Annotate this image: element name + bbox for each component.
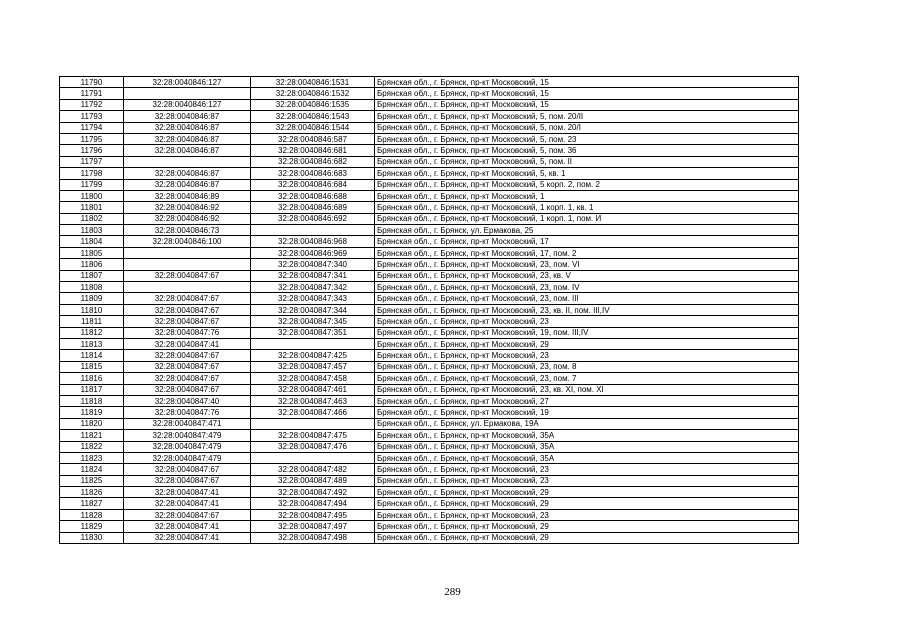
row-number-cell: 11813 xyxy=(60,338,124,349)
row-number-cell: 11819 xyxy=(60,407,124,418)
address-cell: Брянская обл., г. Брянск, пр-кт Московский, 5 корп. 2, пом. 2 xyxy=(375,179,799,190)
parent-cadastral-number-cell: 32:28:0040846:87 xyxy=(124,122,251,133)
table-row xyxy=(60,384,799,395)
parent-cadastral-number-cell: 32:28:0040847:67 xyxy=(124,293,251,304)
address-cell: Брянская обл., г. Брянск, пр-кт Московский, 23, пом. VI xyxy=(375,259,799,270)
table-row xyxy=(60,145,799,156)
row-number-cell: 11821 xyxy=(60,430,124,441)
registry-table-body xyxy=(60,77,799,544)
address-cell: Брянская обл., г. Брянск, пр-кт Московский, 15 xyxy=(375,77,799,88)
address-cell: Брянская обл., г. Брянск, пр-кт Московский, 5, пом. 23 xyxy=(375,133,799,144)
cadastral-number-cell: 32:28:0040847:476 xyxy=(251,441,375,452)
row-number-cell: 11801 xyxy=(60,202,124,213)
table-row xyxy=(60,225,799,236)
row-number-cell: 11824 xyxy=(60,464,124,475)
table-row xyxy=(60,327,799,338)
row-number-cell: 11796 xyxy=(60,145,124,156)
row-number-cell: 11799 xyxy=(60,179,124,190)
address-cell: Брянская обл., г. Брянск, пр-кт Московский, 29 xyxy=(375,521,799,532)
parent-cadastral-number-cell: 32:28:0040847:76 xyxy=(124,327,251,338)
table-row xyxy=(60,179,799,190)
row-number-cell: 11806 xyxy=(60,259,124,270)
cadastral-number-cell: 32:28:0040847:494 xyxy=(251,498,375,509)
parent-cadastral-number-cell: 32:28:0040847:41 xyxy=(124,532,251,543)
address-cell: Брянская обл., г. Брянск, пр-кт Московский, 35А xyxy=(375,430,799,441)
table-row xyxy=(60,338,799,349)
parent-cadastral-number-cell: 32:28:0040846:89 xyxy=(124,190,251,201)
row-number-cell: 11815 xyxy=(60,361,124,372)
cadastral-registry-table xyxy=(59,76,799,544)
address-cell: Брянская обл., г. Брянск, пр-кт Московский, 23, кв. V xyxy=(375,270,799,281)
parent-cadastral-number-cell: 32:28:0040846:87 xyxy=(124,145,251,156)
table-row xyxy=(60,532,799,543)
row-number-cell: 11808 xyxy=(60,282,124,293)
table-row xyxy=(60,282,799,293)
parent-cadastral-number-cell: 32:28:0040847:67 xyxy=(124,509,251,520)
parent-cadastral-number-cell: 32:28:0040846:92 xyxy=(124,213,251,224)
row-number-cell: 11825 xyxy=(60,475,124,486)
table-row xyxy=(60,236,799,247)
row-number-cell: 11807 xyxy=(60,270,124,281)
address-cell: Брянская обл., г. Брянск, пр-кт Московский, 5, пом. II xyxy=(375,156,799,167)
parent-cadastral-number-cell: 32:28:0040847:76 xyxy=(124,407,251,418)
parent-cadastral-number-cell: 32:28:0040847:67 xyxy=(124,304,251,315)
cadastral-number-cell xyxy=(251,418,375,429)
table-row xyxy=(60,509,799,520)
address-cell: Брянская обл., г. Брянск, пр-кт Московский, 1 корп. 1, кв. 1 xyxy=(375,202,799,213)
row-number-cell: 11792 xyxy=(60,99,124,110)
address-cell: Брянская обл., г. Брянск, пр-кт Московский, 19, пом. III,IV xyxy=(375,327,799,338)
cadastral-number-cell: 32:28:0040847:458 xyxy=(251,373,375,384)
cadastral-number-cell: 32:28:0040847:425 xyxy=(251,350,375,361)
parent-cadastral-number-cell: 32:28:0040846:87 xyxy=(124,179,251,190)
cadastral-number-cell: 32:28:0040847:495 xyxy=(251,509,375,520)
table-row xyxy=(60,475,799,486)
table-row xyxy=(60,487,799,498)
table-row xyxy=(60,418,799,429)
table-row xyxy=(60,441,799,452)
table-row xyxy=(60,156,799,167)
table-row xyxy=(60,316,799,327)
address-cell: Брянская обл., г. Брянск, пр-кт Московский, 23 xyxy=(375,475,799,486)
parent-cadastral-number-cell xyxy=(124,259,251,270)
address-cell: Брянская обл., г. Брянск, пр-кт Московский, 5, кв. 1 xyxy=(375,168,799,179)
cadastral-number-cell: 32:28:0040847:341 xyxy=(251,270,375,281)
cadastral-number-cell: 32:28:0040846:681 xyxy=(251,145,375,156)
address-cell: Брянская обл., г. Брянск, пр-кт Московский, 23, кв. XI, пом. XI xyxy=(375,384,799,395)
cadastral-number-cell: 32:28:0040846:1531 xyxy=(251,77,375,88)
table-row xyxy=(60,361,799,372)
parent-cadastral-number-cell: 32:28:0040847:40 xyxy=(124,395,251,406)
parent-cadastral-number-cell: 32:28:0040847:41 xyxy=(124,487,251,498)
row-number-cell: 11822 xyxy=(60,441,124,452)
parent-cadastral-number-cell: 32:28:0040847:479 xyxy=(124,441,251,452)
page-number: 289 xyxy=(444,586,461,598)
table-row xyxy=(60,430,799,441)
row-number-cell: 11790 xyxy=(60,77,124,88)
parent-cadastral-number-cell: 32:28:0040846:73 xyxy=(124,225,251,236)
cadastral-number-cell: 32:28:0040847:489 xyxy=(251,475,375,486)
parent-cadastral-number-cell: 32:28:0040847:41 xyxy=(124,498,251,509)
address-cell: Брянская обл., г. Брянск, пр-кт Московский, 27 xyxy=(375,395,799,406)
table-row xyxy=(60,407,799,418)
address-cell: Брянская обл., г. Брянск, ул. Ермакова, 25 xyxy=(375,225,799,236)
table-row xyxy=(60,168,799,179)
table-row xyxy=(60,247,799,258)
row-number-cell: 11795 xyxy=(60,133,124,144)
cadastral-number-cell xyxy=(251,338,375,349)
table-row xyxy=(60,122,799,133)
cadastral-number-cell: 32:28:0040847:482 xyxy=(251,464,375,475)
table-row xyxy=(60,111,799,122)
table-row xyxy=(60,452,799,463)
row-number-cell: 11814 xyxy=(60,350,124,361)
address-cell: Брянская обл., г. Брянск, пр-кт Московский, 23, пом. 7 xyxy=(375,373,799,384)
row-number-cell: 11816 xyxy=(60,373,124,384)
address-cell: Брянская обл., г. Брянск, пр-кт Московский, 29 xyxy=(375,487,799,498)
table-row xyxy=(60,304,799,315)
row-number-cell: 11812 xyxy=(60,327,124,338)
table-row xyxy=(60,202,799,213)
cadastral-number-cell: 32:28:0040847:466 xyxy=(251,407,375,418)
address-cell: Брянская обл., г. Брянск, пр-кт Московский, 1 xyxy=(375,190,799,201)
address-cell: Брянская обл., г. Брянск, пр-кт Московский, 15 xyxy=(375,99,799,110)
row-number-cell: 11810 xyxy=(60,304,124,315)
address-cell: Брянская обл., г. Брянск, пр-кт Московский, 5, пом. 20/I xyxy=(375,122,799,133)
cadastral-number-cell: 32:28:0040847:457 xyxy=(251,361,375,372)
table-row xyxy=(60,77,799,88)
row-number-cell: 11820 xyxy=(60,418,124,429)
address-cell: Брянская обл., г. Брянск, пр-кт Московский, 15 xyxy=(375,88,799,99)
parent-cadastral-number-cell: 32:28:0040847:67 xyxy=(124,350,251,361)
address-cell: Брянская обл., г. Брянск, пр-кт Московский, 5, пом. 36 xyxy=(375,145,799,156)
row-number-cell: 11803 xyxy=(60,225,124,236)
parent-cadastral-number-cell: 32:28:0040846:127 xyxy=(124,77,251,88)
address-cell: Брянская обл., г. Брянск, пр-кт Московский, 29 xyxy=(375,338,799,349)
address-cell: Брянская обл., г. Брянск, пр-кт Московский, 17 xyxy=(375,236,799,247)
address-cell: Брянская обл., г. Брянск, пр-кт Московский, 5, пом. 20/II xyxy=(375,111,799,122)
parent-cadastral-number-cell: 32:28:0040846:87 xyxy=(124,133,251,144)
parent-cadastral-number-cell: 32:28:0040846:127 xyxy=(124,99,251,110)
cadastral-number-cell: 32:28:0040847:344 xyxy=(251,304,375,315)
table-row xyxy=(60,498,799,509)
address-cell: Брянская обл., г. Брянск, пр-кт Московский, 23 xyxy=(375,464,799,475)
row-number-cell: 11829 xyxy=(60,521,124,532)
parent-cadastral-number-cell: 32:28:0040847:41 xyxy=(124,521,251,532)
cadastral-number-cell: 32:28:0040846:969 xyxy=(251,247,375,258)
parent-cadastral-number-cell: 32:28:0040847:67 xyxy=(124,373,251,384)
parent-cadastral-number-cell: 32:28:0040847:67 xyxy=(124,270,251,281)
address-cell: Брянская обл., г. Брянск, пр-кт Московский, 23 xyxy=(375,350,799,361)
parent-cadastral-number-cell: 32:28:0040847:67 xyxy=(124,464,251,475)
parent-cadastral-number-cell xyxy=(124,282,251,293)
row-number-cell: 11797 xyxy=(60,156,124,167)
cadastral-number-cell: 32:28:0040846:682 xyxy=(251,156,375,167)
cadastral-number-cell: 32:28:0040847:463 xyxy=(251,395,375,406)
row-number-cell: 11802 xyxy=(60,213,124,224)
cadastral-number-cell xyxy=(251,452,375,463)
parent-cadastral-number-cell: 32:28:0040847:479 xyxy=(124,452,251,463)
table-row xyxy=(60,133,799,144)
cadastral-number-cell: 32:28:0040846:1532 xyxy=(251,88,375,99)
cadastral-number-cell: 32:28:0040846:1535 xyxy=(251,99,375,110)
cadastral-number-cell: 32:28:0040846:688 xyxy=(251,190,375,201)
table-row xyxy=(60,99,799,110)
table-row xyxy=(60,350,799,361)
table-row xyxy=(60,293,799,304)
parent-cadastral-number-cell: 32:28:0040847:67 xyxy=(124,475,251,486)
row-number-cell: 11798 xyxy=(60,168,124,179)
address-cell: Брянская обл., г. Брянск, пр-кт Московский, 19 xyxy=(375,407,799,418)
address-cell: Брянская обл., г. Брянск, пр-кт Московский, 23, пом. III xyxy=(375,293,799,304)
table-row xyxy=(60,521,799,532)
table-row xyxy=(60,464,799,475)
cadastral-number-cell: 32:28:0040847:343 xyxy=(251,293,375,304)
address-cell: Брянская обл., г. Брянск, пр-кт Московский, 23 xyxy=(375,316,799,327)
address-cell: Брянская обл., г. Брянск, пр-кт Московский, 23 xyxy=(375,509,799,520)
address-cell: Брянская обл., г. Брянск, пр-кт Московский, 23, пом. 8 xyxy=(375,361,799,372)
parent-cadastral-number-cell: 32:28:0040846:92 xyxy=(124,202,251,213)
parent-cadastral-number-cell xyxy=(124,156,251,167)
parent-cadastral-number-cell: 32:28:0040847:479 xyxy=(124,430,251,441)
cadastral-number-cell xyxy=(251,225,375,236)
cadastral-number-cell: 32:28:0040847:492 xyxy=(251,487,375,498)
row-number-cell: 11828 xyxy=(60,509,124,520)
row-number-cell: 11800 xyxy=(60,190,124,201)
table-row xyxy=(60,190,799,201)
row-number-cell: 11830 xyxy=(60,532,124,543)
address-cell: Брянская обл., г. Брянск, пр-кт Московский, 35А xyxy=(375,441,799,452)
cadastral-number-cell: 32:28:0040847:498 xyxy=(251,532,375,543)
row-number-cell: 11809 xyxy=(60,293,124,304)
cadastral-number-cell: 32:28:0040847:351 xyxy=(251,327,375,338)
parent-cadastral-number-cell: 32:28:0040847:67 xyxy=(124,384,251,395)
parent-cadastral-number-cell: 32:28:0040847:67 xyxy=(124,316,251,327)
row-number-cell: 11793 xyxy=(60,111,124,122)
parent-cadastral-number-cell xyxy=(124,247,251,258)
parent-cadastral-number-cell: 32:28:0040847:67 xyxy=(124,361,251,372)
table-row xyxy=(60,88,799,99)
address-cell: Брянская обл., г. Брянск, пр-кт Московский, 29 xyxy=(375,532,799,543)
address-cell: Брянская обл., г. Брянск, ул. Ермакова, 19А xyxy=(375,418,799,429)
row-number-cell: 11818 xyxy=(60,395,124,406)
cadastral-number-cell: 32:28:0040846:684 xyxy=(251,179,375,190)
cadastral-number-cell: 32:28:0040846:692 xyxy=(251,213,375,224)
address-cell: Брянская обл., г. Брянск, пр-кт Московский, 35А xyxy=(375,452,799,463)
address-cell: Брянская обл., г. Брянск, пр-кт Московский, 29 xyxy=(375,498,799,509)
table-row xyxy=(60,213,799,224)
table-row xyxy=(60,395,799,406)
table-row xyxy=(60,373,799,384)
cadastral-number-cell: 32:28:0040847:475 xyxy=(251,430,375,441)
cadastral-number-cell: 32:28:0040846:683 xyxy=(251,168,375,179)
parent-cadastral-number-cell xyxy=(124,88,251,99)
cadastral-number-cell: 32:28:0040847:342 xyxy=(251,282,375,293)
row-number-cell: 11826 xyxy=(60,487,124,498)
parent-cadastral-number-cell: 32:28:0040846:87 xyxy=(124,168,251,179)
parent-cadastral-number-cell: 32:28:0040847:41 xyxy=(124,338,251,349)
table-row xyxy=(60,259,799,270)
cadastral-number-cell: 32:28:0040846:968 xyxy=(251,236,375,247)
cadastral-number-cell: 32:28:0040847:340 xyxy=(251,259,375,270)
row-number-cell: 11817 xyxy=(60,384,124,395)
row-number-cell: 11805 xyxy=(60,247,124,258)
cadastral-number-cell: 32:28:0040847:461 xyxy=(251,384,375,395)
address-cell: Брянская обл., г. Брянск, пр-кт Московский, 23, кв. II, пом. III,IV xyxy=(375,304,799,315)
cadastral-number-cell: 32:28:0040847:345 xyxy=(251,316,375,327)
cadastral-number-cell: 32:28:0040847:497 xyxy=(251,521,375,532)
parent-cadastral-number-cell: 32:28:0040846:100 xyxy=(124,236,251,247)
cadastral-number-cell: 32:28:0040846:1544 xyxy=(251,122,375,133)
address-cell: Брянская обл., г. Брянск, пр-кт Московский, 23, пом. IV xyxy=(375,282,799,293)
row-number-cell: 11791 xyxy=(60,88,124,99)
address-cell: Брянская обл., г. Брянск, пр-кт Московский, 1 корп. 1, пом. И xyxy=(375,213,799,224)
row-number-cell: 11811 xyxy=(60,316,124,327)
row-number-cell: 11823 xyxy=(60,452,124,463)
row-number-cell: 11804 xyxy=(60,236,124,247)
table-row xyxy=(60,270,799,281)
row-number-cell: 11827 xyxy=(60,498,124,509)
row-number-cell: 11794 xyxy=(60,122,124,133)
cadastral-number-cell: 32:28:0040846:689 xyxy=(251,202,375,213)
cadastral-number-cell: 32:28:0040846:1543 xyxy=(251,111,375,122)
parent-cadastral-number-cell: 32:28:0040846:87 xyxy=(124,111,251,122)
address-cell: Брянская обл., г. Брянск, пр-кт Московский, 17, пом. 2 xyxy=(375,247,799,258)
parent-cadastral-number-cell: 32:28:0040847:471 xyxy=(124,418,251,429)
cadastral-number-cell: 32:28:0040846:587 xyxy=(251,133,375,144)
